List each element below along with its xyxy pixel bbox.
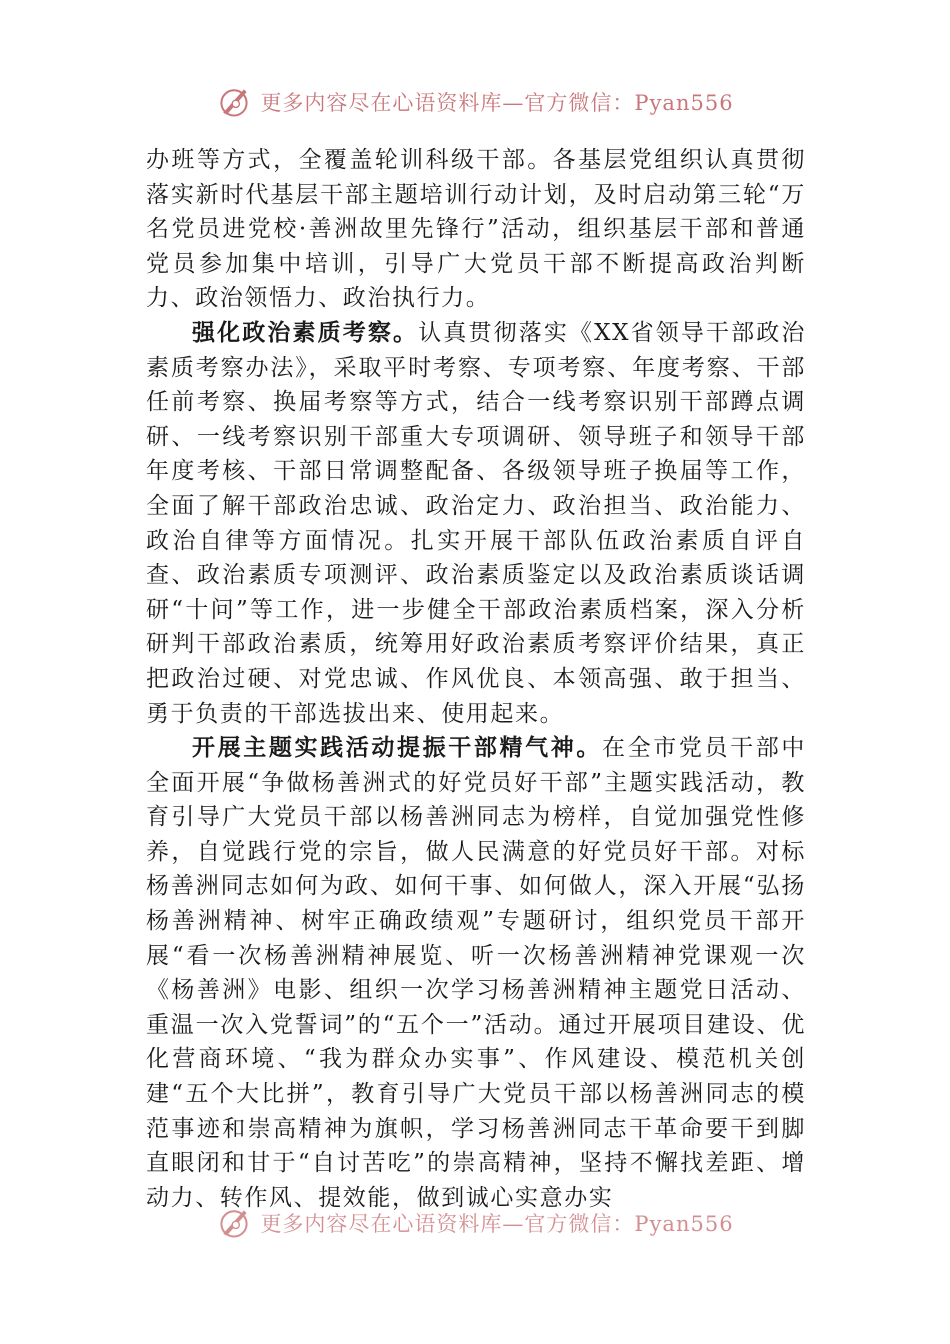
paragraph-1	[146, 143, 806, 316]
paragraph-text: 在全市党员干部中全面开展“争做杨善洲式的好党员好干部”主题实践活动，教育引导广大党员干部以杨善洲同志为榜样，自觉加强党性修养，自觉践行党的宗旨，做人民满意的好党员好干部。对标杨善洲同志如何为政、如何干事、如何做人，深入开展“弘扬杨善洲精神、树牢正确政绩观”专题研讨，组织党员干部开展“看一次杨善洲精神展览、听一次杨善洲精神党课观一次《杨善洲》电影、组织一次学习杨善洲精神主题党日活动、重温一次入党誓词”的“五个一”活动。通过开展项目建设、优化营商环境、“我为群众办实事”、作风建设、模范机关创建“五个大比拼”，教育引导广大党员干部以杨善洲同志的模范事迹和崇高精神为旗帜，学习杨善洲同志干革命要干到脚直眼闭和甘于“自讨苦吃”的崇高精神，坚持不懈找差距、增动力、转作风、提效能，做到诚心实意办实	[146, 735, 806, 1211]
pen-circle-logo-icon	[216, 84, 252, 120]
paragraph-lead: 开展主题实践活动提振干部精气神。	[192, 735, 603, 762]
document-body	[146, 143, 806, 1215]
footer-watermark	[0, 1203, 950, 1243]
watermark-text: 更多内容尽在心语资料库—官方微信：Pyan556	[260, 1212, 734, 1236]
paragraph-3	[146, 731, 806, 1215]
paragraph-lead: 强化政治素质考察。	[192, 319, 419, 346]
paragraph-text: 办班等方式，全覆盖轮训科级干部。各基层党组织认真贯彻落实新时代基层干部主题培训行动计划，及时启动第三轮“万名党员进党校·善洲故里先锋行”活动，组织基层干部和普通党员参加集中培训，引导广大党员干部不断提高政治判断力、政治领悟力、政治执行力。	[146, 147, 806, 312]
header-watermark	[0, 82, 950, 122]
paragraph-2	[146, 316, 806, 731]
watermark-text: 更多内容尽在心语资料库—官方微信：Pyan556	[260, 91, 734, 115]
paragraph-text: 认真贯彻落实《XX省领导干部政治素质考察办法》，采取平时考察、专项考察、年度考察、干部任前考察、换届考察等方式，结合一线考察识别干部蹲点调研、一线考察识别干部重大专项调研、领导班子和领导干部年度考核、干部日常调整配备、各级领导班子换届等工作，全面了解干部政治忠诚、政治定力、政治担当、政治能力、政治自律等方面情况。扎实开展干部队伍政治素质自评自查、政治素质专项测评、政治素质鉴定以及政治素质谈话调研“十问”等工作，进一步健全干部政治素质档案，深入分析研判干部政治素质，统筹用好政治素质考察评价结果，真正把政治过硬、对党忠诚、作风优良、本领高强、敢于担当、勇于负责的干部选拔出来、使用起来。	[146, 319, 806, 727]
pen-circle-logo-icon	[216, 1205, 252, 1241]
